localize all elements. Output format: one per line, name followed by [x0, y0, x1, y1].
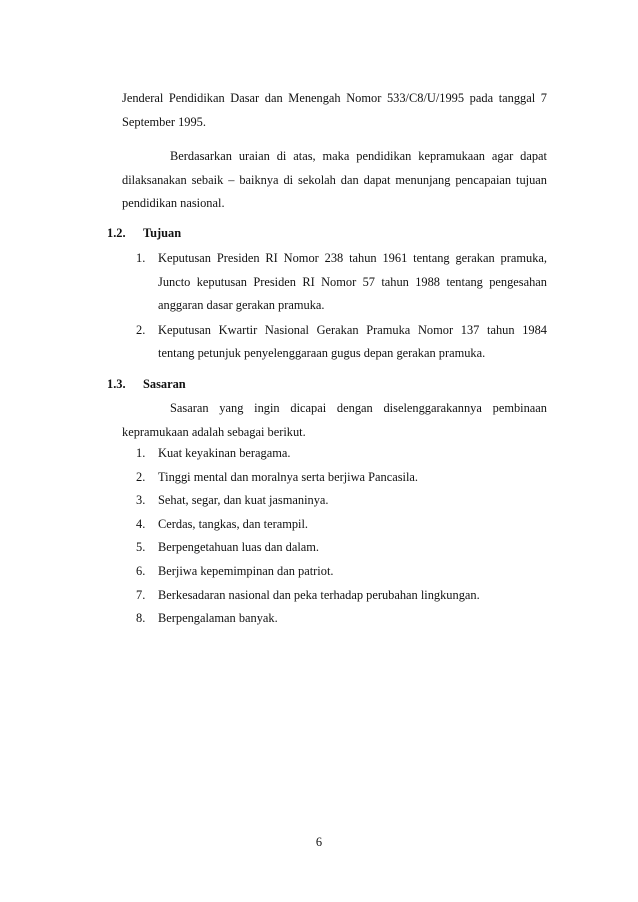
- list-item: [136, 607, 547, 631]
- list-marker: 1.: [136, 251, 146, 265]
- section-number: 1.3.: [107, 377, 126, 391]
- section-heading-sasaran: [107, 373, 186, 397]
- list-item-text: Keputusan Presiden RI Nomor 238 tahun 1961 tentang gerakan pramuka, Juncto keputusan Presiden RI Nomor 57 tahun 1988 tentang pengesahan anggaran dasar gerakan pramuka.: [158, 251, 547, 313]
- list-item-text: Keputusan Kwartir Nasional Gerakan Pramuka Nomor 137 tahun 1984 tentang petunjuk penyelenggaraan gugus depan gerakan pramuka.: [158, 322, 547, 361]
- tujuan-list: [136, 247, 547, 366]
- list-item-text: Berpengetahuan luas dan dalam.: [158, 540, 320, 555]
- list-marker: 3.: [136, 493, 146, 508]
- list-marker: 2.: [136, 469, 146, 484]
- list-marker: 4.: [136, 516, 146, 531]
- list-item: [136, 442, 547, 466]
- intro-paragraph-2: Berdasarkan uraian di atas, maka pendidikan kepramukaan agar dapat dilaksanakan sebaik – baiknya di sekolah dan dapat menunjang pencapaian tujuan pendidikan nasional.: [122, 149, 547, 211]
- list-item-text: Berpengalaman banyak.: [158, 611, 278, 626]
- list-marker: 8.: [136, 611, 146, 626]
- list-item: [136, 466, 547, 490]
- list-item: [136, 247, 547, 318]
- list-marker: 1.: [136, 446, 146, 460]
- list-item-text: Berjiwa kepemimpinan dan patriot.: [158, 563, 334, 578]
- section-title: Sasaran: [143, 377, 186, 391]
- intro-paragraph-1: Jenderal Pendidikan Dasar dan Menengah Nomor 533/C8/U/1995 pada tanggal 7 September 1995.: [122, 91, 547, 129]
- list-item-text: Cerdas, tangkas, dan terampil.: [158, 516, 309, 531]
- list-marker: 6.: [136, 563, 146, 578]
- list-item-text: Tinggi mental dan moralnya serta berjiwa Pancasila.: [158, 469, 419, 484]
- list-item: [136, 513, 547, 537]
- list-item: [136, 536, 547, 560]
- list-item: [136, 560, 547, 584]
- list-item: [136, 489, 547, 513]
- list-item-text: Berkesadaran nasional dan peka terhadap perubahan lingkungan.: [158, 587, 480, 602]
- list-item-text: Sehat, segar, dan kuat jasmaninya.: [158, 493, 329, 508]
- section-heading-tujuan: [107, 222, 181, 246]
- list-item: [136, 584, 547, 608]
- list-marker: 2.: [136, 322, 146, 337]
- page-number: 6: [315, 835, 323, 849]
- list-marker: 5.: [136, 540, 146, 555]
- sasaran-list: [136, 442, 547, 631]
- sasaran-intro-paragraph: Sasaran yang ingin dicapai dengan diselenggarakannya pembinaan kepramukaan adalah sebagai berikut.: [122, 401, 547, 439]
- section-number: 1.2.: [107, 226, 126, 240]
- section-title: Tujuan: [143, 226, 182, 240]
- list-marker: 7.: [136, 587, 146, 602]
- list-item-text: Kuat keyakinan beragama.: [158, 446, 291, 460]
- list-item: [136, 319, 547, 366]
